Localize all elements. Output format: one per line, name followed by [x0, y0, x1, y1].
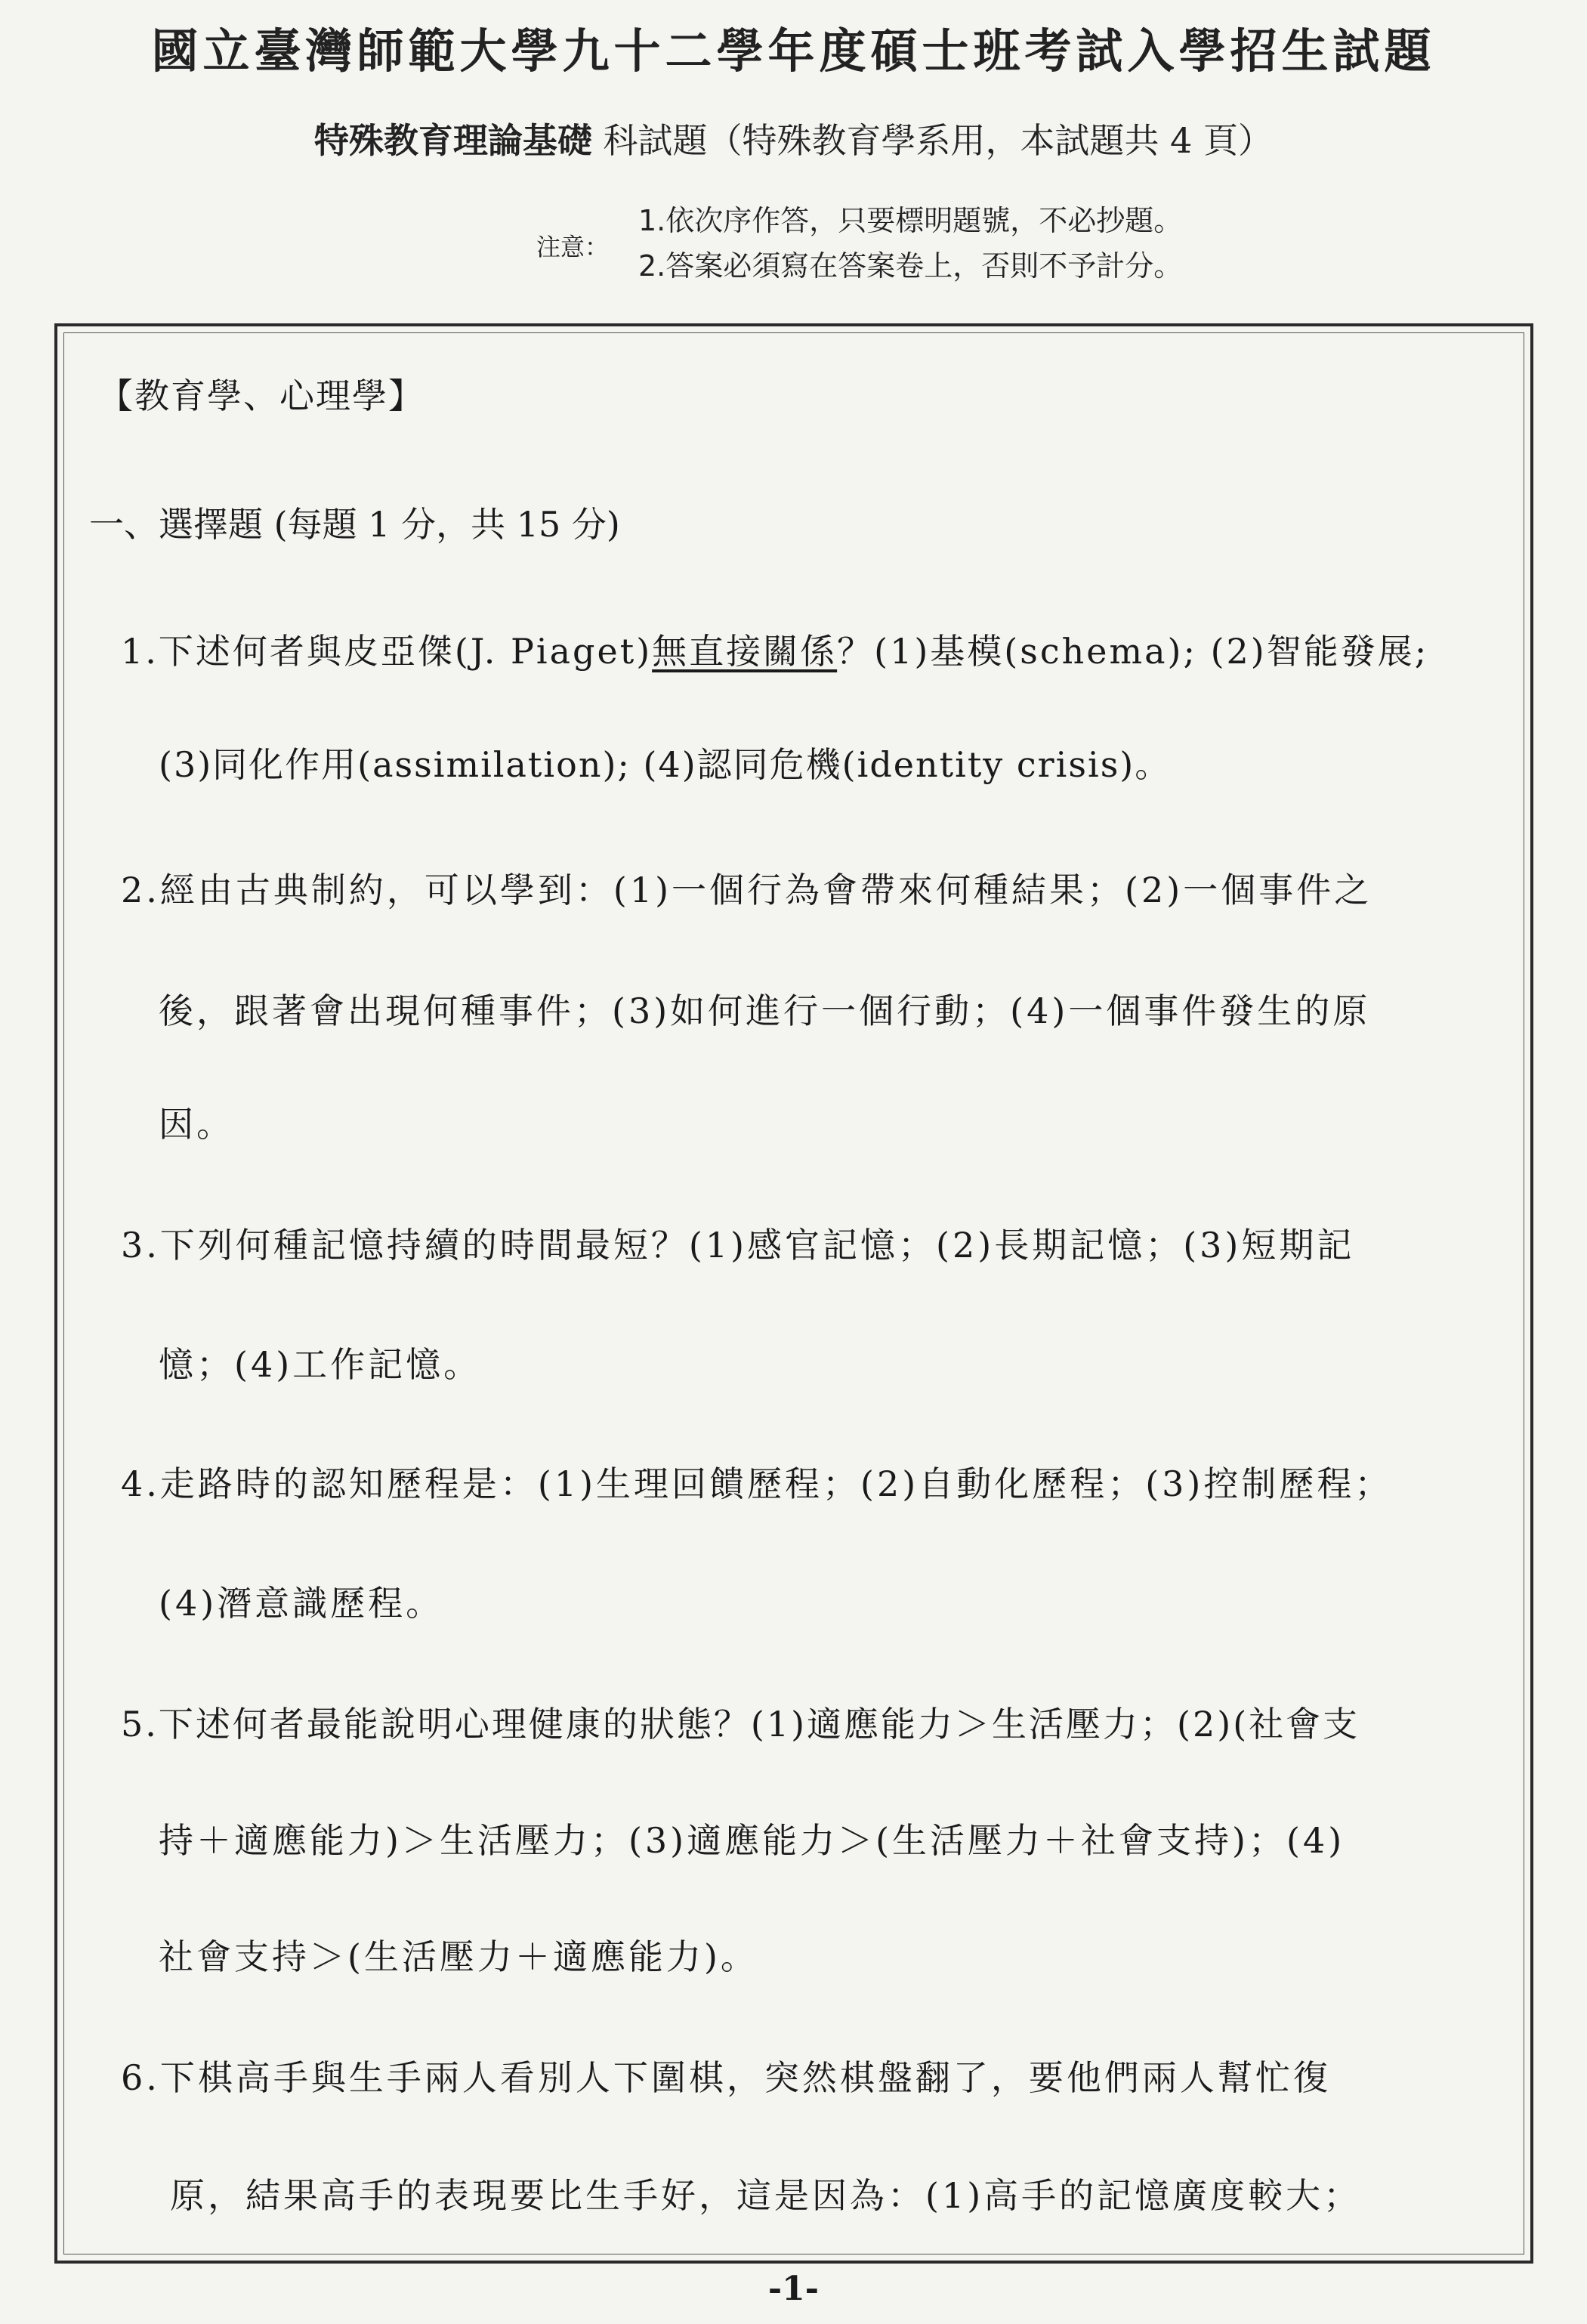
- exam-subtitle: [0, 113, 1587, 163]
- notes-label: 注意：: [536, 233, 610, 261]
- subject-name: 特殊教育理論基礎: [313, 120, 592, 161]
- question-3-line-2: 憶；(4)工作記憶。: [159, 1344, 482, 1385]
- question-6-line-1: 6.下棋高手與生手兩人看別人下圍棋，突然棋盤翻了，要他們兩人幫忙復: [121, 2057, 1331, 2098]
- question-4-line-2: (4)潛意識歷程。: [159, 1583, 444, 1624]
- question-1-emphasis: 無直接關係: [652, 631, 838, 672]
- question-1-line-2: (3)同化作用(assimilation); (4)認同危機(identity crisis)。: [159, 744, 1172, 785]
- question-5-line-3: 社會支持＞(生活壓力＋適應能力)。: [159, 1936, 758, 1977]
- notes-items: [638, 198, 1318, 289]
- question-6-line-2: 原，結果高手的表現要比生手好，這是因為：(1)高手的記憶廣度較大；: [170, 2175, 1362, 2216]
- subtitle-rest: 科試題（特殊教育學系用，本試題共 4 頁）: [591, 120, 1274, 161]
- note-item: 1.依次序作答，只要標明題號，不必抄題。: [638, 204, 1183, 237]
- question-3-line-1: 3.下列何種記憶持續的時間最短？(1)感官記憶；(2)長期記憶；(3)短期記: [121, 1225, 1355, 1266]
- question-1-line-1: [121, 624, 1428, 674]
- question-5-line-2: 持＋適應能力)＞生活壓力；(3)適應能力＞(生活壓力＋社會支持)；(4): [159, 1820, 1345, 1861]
- page-title: 國立臺灣師範大學九十二學年度碩士班考試入學招生試題: [151, 23, 1436, 79]
- part-heading: 一、選擇題 (每題 1 分，共 15 分): [89, 504, 620, 545]
- page-number: -1-: [767, 2270, 820, 2308]
- question-4-line-1: 4.走路時的認知歷程是：(1)生理回饋歷程；(2)自動化歷程；(3)控制歷程；: [121, 1463, 1393, 1504]
- question-5-line-1: 5.下述何者最能說明心理健康的狀態？(1)適應能力＞生活壓力；(2)(社會支: [121, 1704, 1360, 1745]
- question-1-text: 1.下述何者與皮亞傑(J. Piaget): [121, 631, 653, 672]
- question-2-line-3: 因。: [159, 1104, 234, 1145]
- question-1-options: ？(1)基模(schema); (2)智能發展;: [837, 631, 1429, 672]
- question-2-line-2: 後，跟著會出現何種事件；(3)如何進行一個行動；(4)一個事件發生的原: [159, 990, 1371, 1031]
- question-2-line-1: 2.經由古典制約，可以學到：(1)一個行為會帶來何種結果；(2)一個事件之: [121, 870, 1372, 910]
- section-heading: 【教育學、心理學】: [98, 375, 425, 416]
- note-item: 2.答案必須寫在答案卷上，否則不予計分。: [638, 249, 1183, 283]
